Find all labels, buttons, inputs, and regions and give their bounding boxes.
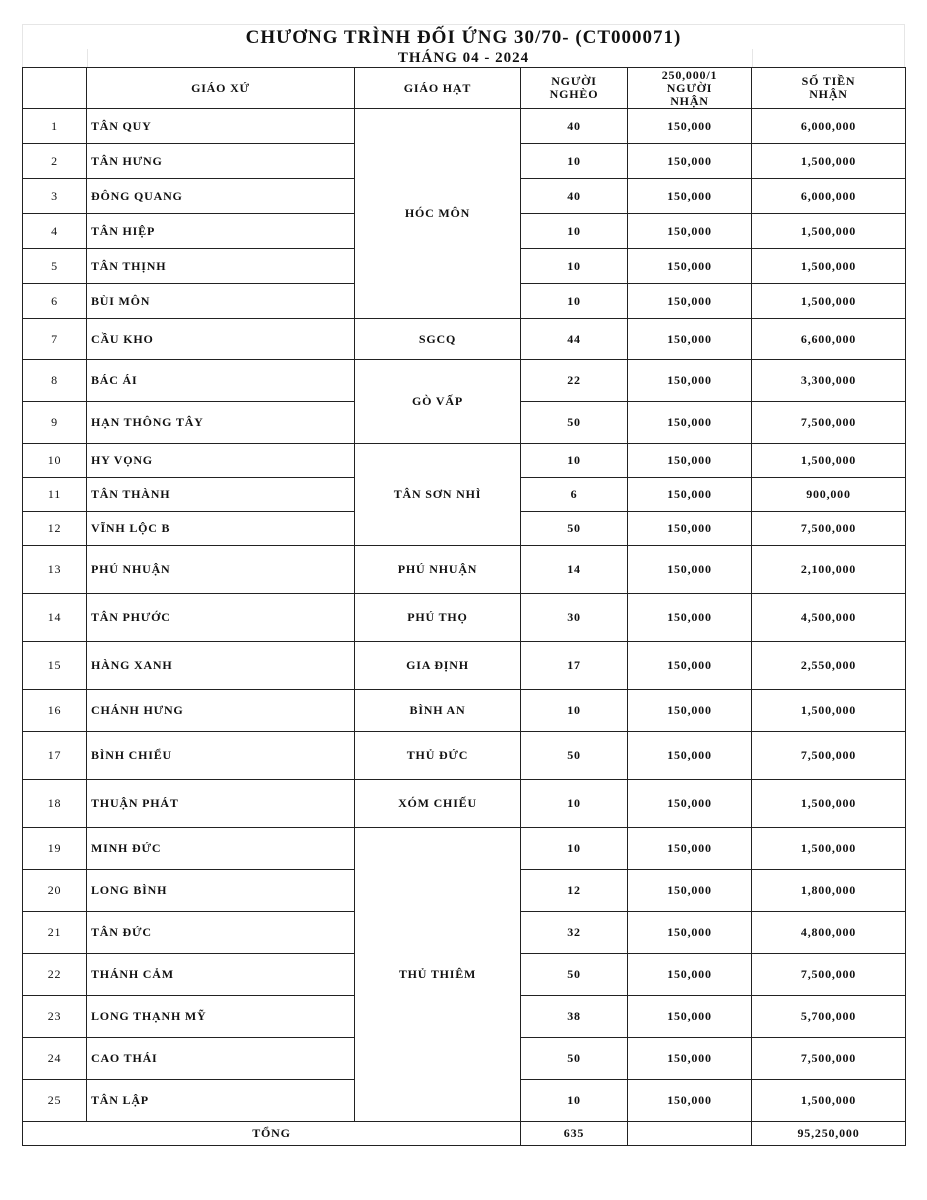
parish-name: THUẬN PHÁT bbox=[87, 780, 355, 828]
parish-name: TÂN QUY bbox=[87, 109, 355, 144]
parish-name: CHÁNH HƯNG bbox=[87, 690, 355, 732]
row-number: 19 bbox=[23, 828, 87, 870]
poor-count: 10 bbox=[521, 284, 628, 319]
parish-name: BÙI MÔN bbox=[87, 284, 355, 319]
parish-name: TÂN PHƯỚC bbox=[87, 594, 355, 642]
poor-count: 10 bbox=[521, 214, 628, 249]
total-amount: 1,500,000 bbox=[752, 690, 906, 732]
unit-amount: 150,000 bbox=[628, 870, 752, 912]
row-number: 8 bbox=[23, 360, 87, 402]
parish-name: THÁNH CẢM bbox=[87, 954, 355, 996]
deanery-name: GIA ĐỊNH bbox=[355, 642, 521, 690]
total-amount: 7,500,000 bbox=[752, 732, 906, 780]
poor-count: 14 bbox=[521, 546, 628, 594]
unit-amount: 150,000 bbox=[628, 360, 752, 402]
poor-count: 12 bbox=[521, 870, 628, 912]
parish-name: TÂN LẬP bbox=[87, 1080, 355, 1122]
header-line: NGƯỜI bbox=[551, 74, 597, 88]
gridline bbox=[752, 49, 753, 67]
parish-name: ĐÔNG QUANG bbox=[87, 179, 355, 214]
unit-amount: 150,000 bbox=[628, 179, 752, 214]
total-poor-count: 635 bbox=[521, 1122, 628, 1146]
deanery-name: XÓM CHIẾU bbox=[355, 780, 521, 828]
total-amount: 1,500,000 bbox=[752, 828, 906, 870]
table-row bbox=[23, 546, 906, 594]
parish-name: CAO THÁI bbox=[87, 1038, 355, 1080]
poor-count: 6 bbox=[521, 478, 628, 512]
header-row bbox=[23, 68, 906, 109]
unit-amount: 150,000 bbox=[628, 284, 752, 319]
poor-count: 50 bbox=[521, 1038, 628, 1080]
parish-name: PHÚ NHUẬN bbox=[87, 546, 355, 594]
parish-name: TÂN THỊNH bbox=[87, 249, 355, 284]
total-amount: 6,000,000 bbox=[752, 109, 906, 144]
total-amount: 7,500,000 bbox=[752, 512, 906, 546]
poor-count: 32 bbox=[521, 912, 628, 954]
unit-amount: 150,000 bbox=[628, 1080, 752, 1122]
unit-amount: 150,000 bbox=[628, 642, 752, 690]
total-amount: 7,500,000 bbox=[752, 954, 906, 996]
unit-amount: 150,000 bbox=[628, 690, 752, 732]
row-number: 10 bbox=[23, 444, 87, 478]
parish-name: BÌNH CHIỂU bbox=[87, 732, 355, 780]
deanery-name: BÌNH AN bbox=[355, 690, 521, 732]
poor-count: 50 bbox=[521, 732, 628, 780]
table-row bbox=[23, 319, 906, 360]
deanery-name: PHÚ NHUẬN bbox=[355, 546, 521, 594]
row-number: 11 bbox=[23, 478, 87, 512]
parish-name: TÂN HIỆP bbox=[87, 214, 355, 249]
total-unit-amount bbox=[628, 1122, 752, 1146]
row-number: 20 bbox=[23, 870, 87, 912]
row-number: 1 bbox=[23, 109, 87, 144]
poor-count: 10 bbox=[521, 444, 628, 478]
unit-amount: 150,000 bbox=[628, 546, 752, 594]
poor-count: 50 bbox=[521, 402, 628, 444]
total-amount: 1,800,000 bbox=[752, 870, 906, 912]
document-subtitle bbox=[22, 49, 905, 67]
total-amount: 900,000 bbox=[752, 478, 906, 512]
unit-amount: 150,000 bbox=[628, 954, 752, 996]
total-amount: 1,500,000 bbox=[752, 780, 906, 828]
row-number: 15 bbox=[23, 642, 87, 690]
table-row bbox=[23, 594, 906, 642]
total-amount: 3,300,000 bbox=[752, 360, 906, 402]
table-row bbox=[23, 642, 906, 690]
parish-name: TÂN ĐỨC bbox=[87, 912, 355, 954]
total-amount: 2,550,000 bbox=[752, 642, 906, 690]
total-amount: 1,500,000 bbox=[752, 249, 906, 284]
unit-amount: 150,000 bbox=[628, 912, 752, 954]
poor-count: 10 bbox=[521, 249, 628, 284]
poor-count: 10 bbox=[521, 690, 628, 732]
parish-name: BÁC ÁI bbox=[87, 360, 355, 402]
header-line: NHẬN bbox=[670, 93, 709, 108]
deanery-name: THỦ ĐỨC bbox=[355, 732, 521, 780]
spreadsheet bbox=[22, 24, 905, 1146]
row-number: 18 bbox=[23, 780, 87, 828]
grand-total-amount: 95,250,000 bbox=[752, 1122, 906, 1146]
total-amount: 1,500,000 bbox=[752, 1080, 906, 1122]
table-row bbox=[23, 109, 906, 144]
parish-name: VĨNH LỘC B bbox=[87, 512, 355, 546]
total-amount: 1,500,000 bbox=[752, 214, 906, 249]
total-amount: 7,500,000 bbox=[752, 1038, 906, 1080]
table-row bbox=[23, 828, 906, 870]
poor-count: 44 bbox=[521, 319, 628, 360]
poor-count: 10 bbox=[521, 1080, 628, 1122]
total-amount: 7,500,000 bbox=[752, 402, 906, 444]
total-row bbox=[23, 1122, 906, 1146]
poor-count: 30 bbox=[521, 594, 628, 642]
unit-amount: 150,000 bbox=[628, 780, 752, 828]
total-label: TỔNG bbox=[23, 1122, 521, 1146]
total-amount: 5,700,000 bbox=[752, 996, 906, 1038]
unit-amount: 150,000 bbox=[628, 828, 752, 870]
header-nguoi-ngheo bbox=[521, 68, 628, 109]
deanery-name: THỦ THIÊM bbox=[355, 828, 521, 1122]
month-label: THÁNG 04 - 2024 bbox=[397, 50, 530, 66]
deanery-name: SGCQ bbox=[355, 319, 521, 360]
total-amount: 1,500,000 bbox=[752, 284, 906, 319]
total-amount: 6,600,000 bbox=[752, 319, 906, 360]
row-number: 9 bbox=[23, 402, 87, 444]
poor-count: 10 bbox=[521, 828, 628, 870]
deanery-name: GÒ VẤP bbox=[355, 360, 521, 444]
total-amount: 2,100,000 bbox=[752, 546, 906, 594]
row-number: 13 bbox=[23, 546, 87, 594]
parish-name: HY VỌNG bbox=[87, 444, 355, 478]
unit-amount: 150,000 bbox=[628, 109, 752, 144]
gridline bbox=[87, 49, 88, 67]
unit-amount: 150,000 bbox=[628, 144, 752, 179]
header-line: NGHÈO bbox=[549, 87, 599, 101]
allocation-table bbox=[22, 67, 906, 1146]
unit-amount: 150,000 bbox=[628, 478, 752, 512]
table-row bbox=[23, 360, 906, 402]
row-number: 4 bbox=[23, 214, 87, 249]
header-giao-xu: GIÁO XỨ bbox=[87, 68, 355, 109]
row-number: 22 bbox=[23, 954, 87, 996]
deanery-name: TÂN SƠN NHÌ bbox=[355, 444, 521, 546]
table-row bbox=[23, 780, 906, 828]
row-number: 5 bbox=[23, 249, 87, 284]
unit-amount: 150,000 bbox=[628, 512, 752, 546]
header-don-gia bbox=[628, 68, 752, 109]
unit-amount: 150,000 bbox=[628, 444, 752, 478]
poor-count: 40 bbox=[521, 109, 628, 144]
table-row bbox=[23, 444, 906, 478]
parish-name: LONG THẠNH MỸ bbox=[87, 996, 355, 1038]
poor-count: 50 bbox=[521, 954, 628, 996]
unit-amount: 150,000 bbox=[628, 214, 752, 249]
parish-name: MINH ĐỨC bbox=[87, 828, 355, 870]
unit-amount: 150,000 bbox=[628, 594, 752, 642]
row-number: 2 bbox=[23, 144, 87, 179]
parish-name: CẦU KHO bbox=[87, 319, 355, 360]
header-line: SỐ TIỀN bbox=[801, 74, 856, 88]
poor-count: 40 bbox=[521, 179, 628, 214]
row-number: 17 bbox=[23, 732, 87, 780]
row-number: 25 bbox=[23, 1080, 87, 1122]
deanery-name: HÓC MÔN bbox=[355, 109, 521, 319]
unit-amount: 150,000 bbox=[628, 1038, 752, 1080]
header-so-tien bbox=[752, 68, 906, 109]
unit-amount: 150,000 bbox=[628, 249, 752, 284]
poor-count: 10 bbox=[521, 144, 628, 179]
poor-count: 38 bbox=[521, 996, 628, 1038]
header-line: NGƯỜI bbox=[666, 80, 713, 95]
row-number: 7 bbox=[23, 319, 87, 360]
row-number: 12 bbox=[23, 512, 87, 546]
row-number: 6 bbox=[23, 284, 87, 319]
header-giao-hat: GIÁO HẠT bbox=[355, 68, 521, 109]
parish-name: TÂN HƯNG bbox=[87, 144, 355, 179]
unit-amount: 150,000 bbox=[628, 732, 752, 780]
total-amount: 4,800,000 bbox=[752, 912, 906, 954]
total-amount: 1,500,000 bbox=[752, 444, 906, 478]
header-line: 250,000/1 bbox=[661, 67, 718, 82]
header-stt bbox=[23, 68, 87, 109]
row-number: 3 bbox=[23, 179, 87, 214]
table-row bbox=[23, 732, 906, 780]
unit-amount: 150,000 bbox=[628, 996, 752, 1038]
total-amount: 1,500,000 bbox=[752, 144, 906, 179]
poor-count: 50 bbox=[521, 512, 628, 546]
total-amount: 4,500,000 bbox=[752, 594, 906, 642]
row-number: 21 bbox=[23, 912, 87, 954]
parish-name: HÀNG XANH bbox=[87, 642, 355, 690]
poor-count: 17 bbox=[521, 642, 628, 690]
row-number: 24 bbox=[23, 1038, 87, 1080]
unit-amount: 150,000 bbox=[628, 319, 752, 360]
unit-amount: 150,000 bbox=[628, 402, 752, 444]
header-line: NHẬN bbox=[809, 87, 848, 101]
row-number: 16 bbox=[23, 690, 87, 732]
document-title: CHƯƠNG TRÌNH ĐỐI ỨNG 30/70- (CT000071) bbox=[22, 24, 905, 49]
row-number: 14 bbox=[23, 594, 87, 642]
poor-count: 22 bbox=[521, 360, 628, 402]
parish-name: HẠN THÔNG TÂY bbox=[87, 402, 355, 444]
parish-name: TÂN THÀNH bbox=[87, 478, 355, 512]
deanery-name: PHÚ THỌ bbox=[355, 594, 521, 642]
poor-count: 10 bbox=[521, 780, 628, 828]
parish-name: LONG BÌNH bbox=[87, 870, 355, 912]
row-number: 23 bbox=[23, 996, 87, 1038]
table-row bbox=[23, 690, 906, 732]
total-amount: 6,000,000 bbox=[752, 179, 906, 214]
